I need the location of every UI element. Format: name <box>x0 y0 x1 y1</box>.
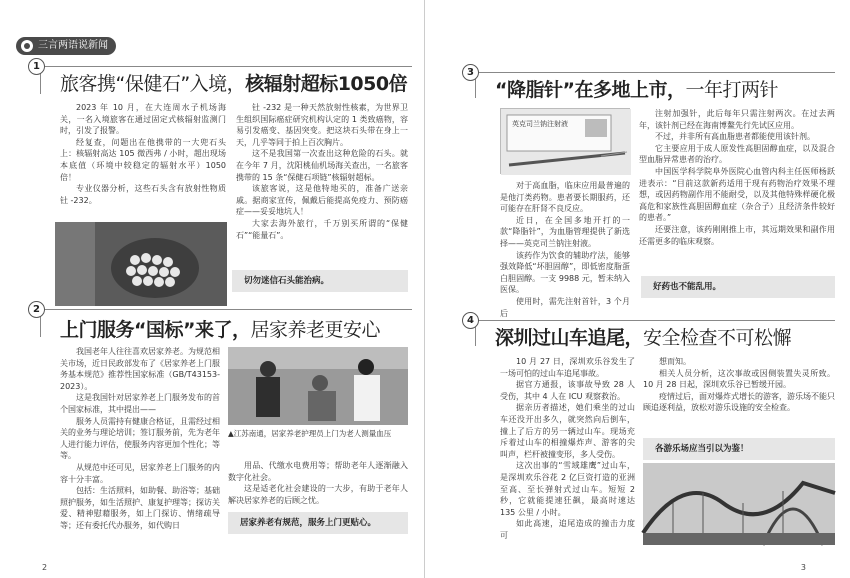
article-2-column-2 <box>228 460 408 505</box>
paragraph: 这是我国针对居家养老上门服务发布的首个国家标准，其中提出—— <box>60 393 220 414</box>
paragraph: 包括：生活照料，如助餐、助浴等；基础照护服务，如生活照护、康复护理等；探访关爱、精神慰藉服务，如上门探访、情绪疏导等；还有委托代办服务，如代购日 <box>60 486 220 530</box>
paragraph: 该药作为饮食的辅助疗法，能够强效降低“坏胆固醇”，即低密度脂蛋白胆固醇。一支 9988 元，暂未纳入医保。 <box>500 250 630 295</box>
article-1-column-1 <box>60 102 226 214</box>
paragraph: 注射加强针，此后每年只需注射两次。在过去两年，该针剂已经在海南博鳌先行先试区应用。 <box>639 109 835 130</box>
paragraph: 对于高血脂，临床应用最普遍的是他汀类药物。患者要长期服药，还可能存在肝肾不良反应。 <box>500 181 630 214</box>
article-4-headline <box>495 326 791 350</box>
article-3-headline <box>495 78 778 102</box>
article-number: 2 <box>28 301 45 318</box>
divider <box>475 320 835 321</box>
paragraph: 从规范中还可见，居家养老上门服务的内容十分丰富。 <box>60 462 220 484</box>
divider <box>40 309 412 310</box>
caregiver-photo <box>228 347 408 425</box>
paragraph: 使用时，需先注射首针，3 个月后 <box>500 296 630 318</box>
right-page <box>425 0 850 578</box>
roller-coaster-photo <box>643 463 835 545</box>
paragraph: 如此高速，追尾造成的撞击力度可 <box>500 519 635 540</box>
article-3-caption: 好药也不能乱用。 <box>641 276 835 298</box>
paragraph: 不过，并非所有高血脂患者都能使用该针剂。 <box>655 132 815 142</box>
article-number: 4 <box>462 312 479 329</box>
paragraph: 10 月 27 日，深圳欢乐谷发生了一场可怕的过山车追尾事故。 <box>500 357 635 378</box>
paragraph: 中国医学科学院阜外医院心血管内科主任医师杨跃进表示：“目前这款新药适用于现有药物治疗效果不理想，或因药物副作用不能耐受，以及其他特殊样硬化极高危和家族性高胆固醇血症（杂合子）且经济条件较好的患者。” <box>639 166 835 223</box>
divider <box>475 72 835 73</box>
paragraph: 钍 -232 是一种天然放射性核素，为世界卫生组织国际癌症研究机构认定的 1 类致癌物，容易引发癌变、基因突变。把这块石头带在身上一天，几乎等同于拍上百次胸片。 <box>236 103 408 147</box>
article-1-caption: 切勿迷信石头能治病。 <box>232 270 408 292</box>
headline-part-bold: 上门服务“国标”来了， <box>60 319 251 341</box>
paragraph: 它主要应用于成人原发性高胆固醇血症，以及混合型血脂异常患者的治疗。 <box>639 143 835 165</box>
paragraph: 专业仪器分析，这些石头含有放射性物质钍 -232。 <box>60 184 226 205</box>
article-2-photo <box>228 347 408 425</box>
headline-part: 安全检查不可松懈 <box>643 327 792 349</box>
paragraph: 我国老年人往往喜欢居家养老。为规范相关市场，近日民政部发布了《居家养老上门服务基本规范》推荐性国家标准（GB/T43153-2023）。 <box>60 347 220 391</box>
headline-part: 旅客携“保健石”入境， <box>60 73 246 95</box>
article-1-column-2 <box>236 102 408 264</box>
article-3-column-1 <box>500 180 630 318</box>
paragraph: 相关人员分析，这次事故或因侧装置失灵所致。10 月 28 日起，深圳欢乐谷已暂缓开园。 <box>643 368 835 390</box>
headline-part: 居家养老更安心 <box>250 319 380 341</box>
paragraph: 这次出事的“雪域雄鹰”过山车，是深圳欢乐谷花 2 亿巨资打造的亚洲至高、至长弹射式过山车。短短 2 秒，它就能提速狂飙，最高时速达 135 公里 / 小时。 <box>500 461 635 517</box>
headline-part-bold: “降脂针”在多地上市， <box>495 79 686 101</box>
article-2-caption: 居家养老有规范，服务上门更贴心。 <box>228 512 408 534</box>
article-2-image-caption: ▲江苏南通，居家养老护理员上门为老人测量血压 <box>228 429 392 438</box>
article-3-column-2 <box>639 108 835 270</box>
article-1-photo <box>55 222 227 306</box>
article-4-caption: 各游乐场应当引以为鉴！ <box>643 438 835 460</box>
article-1-headline <box>60 72 407 96</box>
paragraph: 还要注意，该药刚刚推上市，其远期效果和副作用还需更多的临床观察。 <box>639 224 835 246</box>
headline-part-bold: 深圳过山车追尾， <box>495 327 644 349</box>
article-2-column-1 <box>60 346 220 544</box>
paragraph: 该旅客说，这是他特地买的，准备广送亲戚。据商家宣传，佩戴后能提高免疫力、预防癌症——妥妥地坑人！ <box>236 184 408 217</box>
page-number-right: 3 <box>800 563 806 572</box>
speaker-icon <box>21 40 33 52</box>
article-4-photo <box>643 463 835 545</box>
divider <box>40 66 412 67</box>
paragraph: 经复查，问题出在他携带的一大兜石头上：核辐射高达 105 微西弗 / 小时，超出现场本底值（环境中较稳定的辐射水平）1050 倍！ <box>60 137 226 182</box>
section-title: 三言两语说新闻 <box>38 40 108 51</box>
paragraph: 大家去海外旅行，千万别买所谓的“保健石”“能量石”。 <box>236 218 408 240</box>
article-3-photo <box>500 108 630 174</box>
paragraph: 用品、代缴水电费用等；帮助老年人逐渐融入数字化社会。 <box>228 461 408 482</box>
stones-photo <box>55 222 227 306</box>
article-4-column-1 <box>500 356 635 544</box>
box-label: 英克司兰钠注射液 <box>512 120 568 128</box>
paragraph: 服务人员需持有健康合格证，且需经过相关的业务与理论培训；签订服务前，先为老年人进行能力评估，使服务内容更加个性化；等等。 <box>60 416 220 461</box>
headline-part: 一年打两针 <box>685 79 778 101</box>
article-4-column-2 <box>643 356 835 434</box>
article-number: 1 <box>28 58 45 75</box>
headline-part-bold: 核辐射超标1050倍 <box>245 73 408 95</box>
paragraph: 近日，在全国多地开打的一款“降脂针”，为血脂管理提供了新选择——英克司兰钠注射液。 <box>500 215 630 248</box>
page-number-left: 2 <box>42 563 48 572</box>
paragraph: 2023 年 10 月，在大连周水子机场海关，一名入境旅客在通过固定式核辐射监测门时，引发了报警。 <box>60 103 226 136</box>
paragraph: 疫情过后，面对爆炸式增长的游客，游乐场不能只顾追逐利益，放松对游乐设施的安全检查。 <box>643 391 835 413</box>
paragraph: 这不是我国第一次查出这种危险的石头。就在今年 7 月，沈阳桃仙机场海关查出，一名旅客携带的 15 条“保健石项链”核辐射超标。 <box>236 149 408 182</box>
section-badge <box>16 37 116 55</box>
paragraph: 据官方通报，该事故导致 28 人受伤，其中 4 人在 ICU 观察救治。 <box>500 380 635 401</box>
article-2-headline <box>60 318 380 342</box>
article-number: 3 <box>462 64 479 81</box>
paragraph: 据亲历者描述，她们乘坐的过山车还没开出多久，就突然向后倒车，撞上了后方的另一辆过山车。现场充斥着过山车的相撞爆炸声、游客的尖叫声，栏杆被撞变形，多人受伤。 <box>500 403 635 459</box>
paragraph: 这是适老化社会建设的一大步，有助于老年人解决居家养老的后顾之忧。 <box>228 484 408 505</box>
paragraph: 想而知。 <box>659 357 691 366</box>
